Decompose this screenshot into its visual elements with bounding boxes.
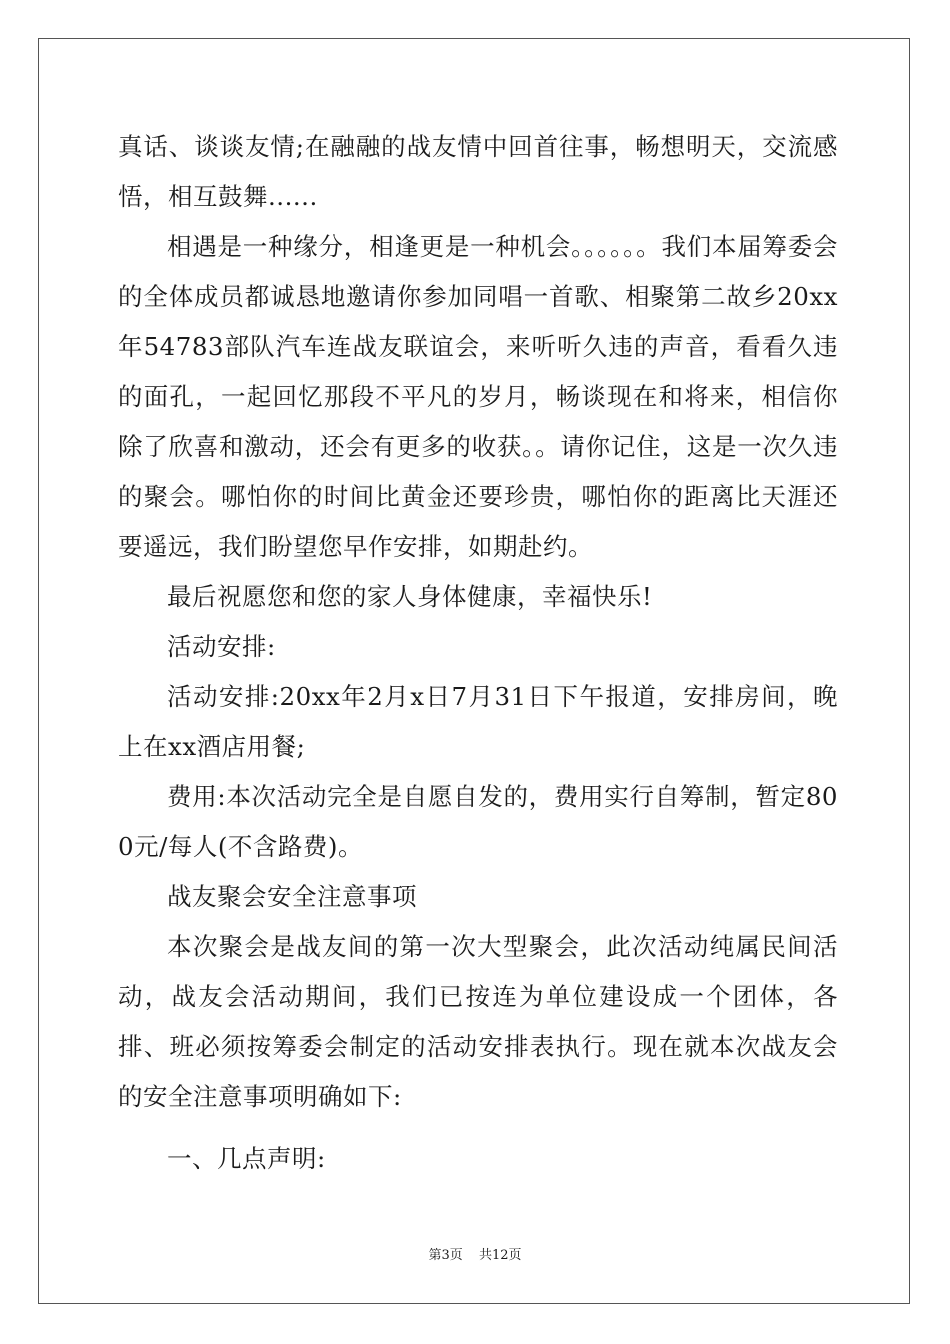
page-footer	[0, 1244, 950, 1263]
paragraph-invitation: 相遇是一种缘分，相逢更是一种机会。。。。。。我们本届筹委会的全体成员都诚恳地邀请你参加同唱一首歌、相聚第二故乡20xx年54783部队汽车连战友联谊会，来听听久违的声音，看看久违的面孔，一起回忆那段不平凡的岁月，畅谈现在和将来，相信你除了欣喜和激动，还会有更多的收获。。请你记住，这是一次久违的聚会。哪怕你的时间比黄金还要珍贵，哪怕你的距离比天涯还要遥远，我们盼望您早作安排，如期赴约。	[118, 232, 838, 561]
paragraph-wishes: 最后祝愿您和您的家人身体健康，幸福快乐!	[167, 582, 653, 611]
heading-declarations: 一、几点声明:	[167, 1144, 326, 1173]
paragraph-continuation: 真话、谈谈友情;在融融的战友情中回首往事，畅想明天，交流感悟，相互鼓舞......	[118, 132, 838, 211]
document-body	[118, 122, 838, 1184]
paragraph-activity-schedule: 活动安排:20xx年2月x日7月31日下午报道，安排房间，晚上在xx酒店用餐;	[118, 682, 838, 761]
heading-safety-notes: 战友聚会安全注意事项	[167, 882, 417, 911]
page-total: 共12页	[478, 1248, 522, 1263]
page-number: 第3页	[428, 1248, 463, 1263]
heading-activity-schedule: 活动安排:	[167, 632, 276, 661]
paragraph-safety-intro: 本次聚会是战友间的第一次大型聚会，此次活动纯属民间活动，战友会活动期间，我们已按连为单位建设成一个团体，各排、班必须按筹委会制定的活动安排表执行。现在就本次战友会的安全注意事项明确如下:	[118, 932, 838, 1111]
paragraph-fees: 费用:本次活动完全是自愿自发的，费用实行自筹制，暂定800元/每人(不含路费)。	[118, 782, 838, 861]
